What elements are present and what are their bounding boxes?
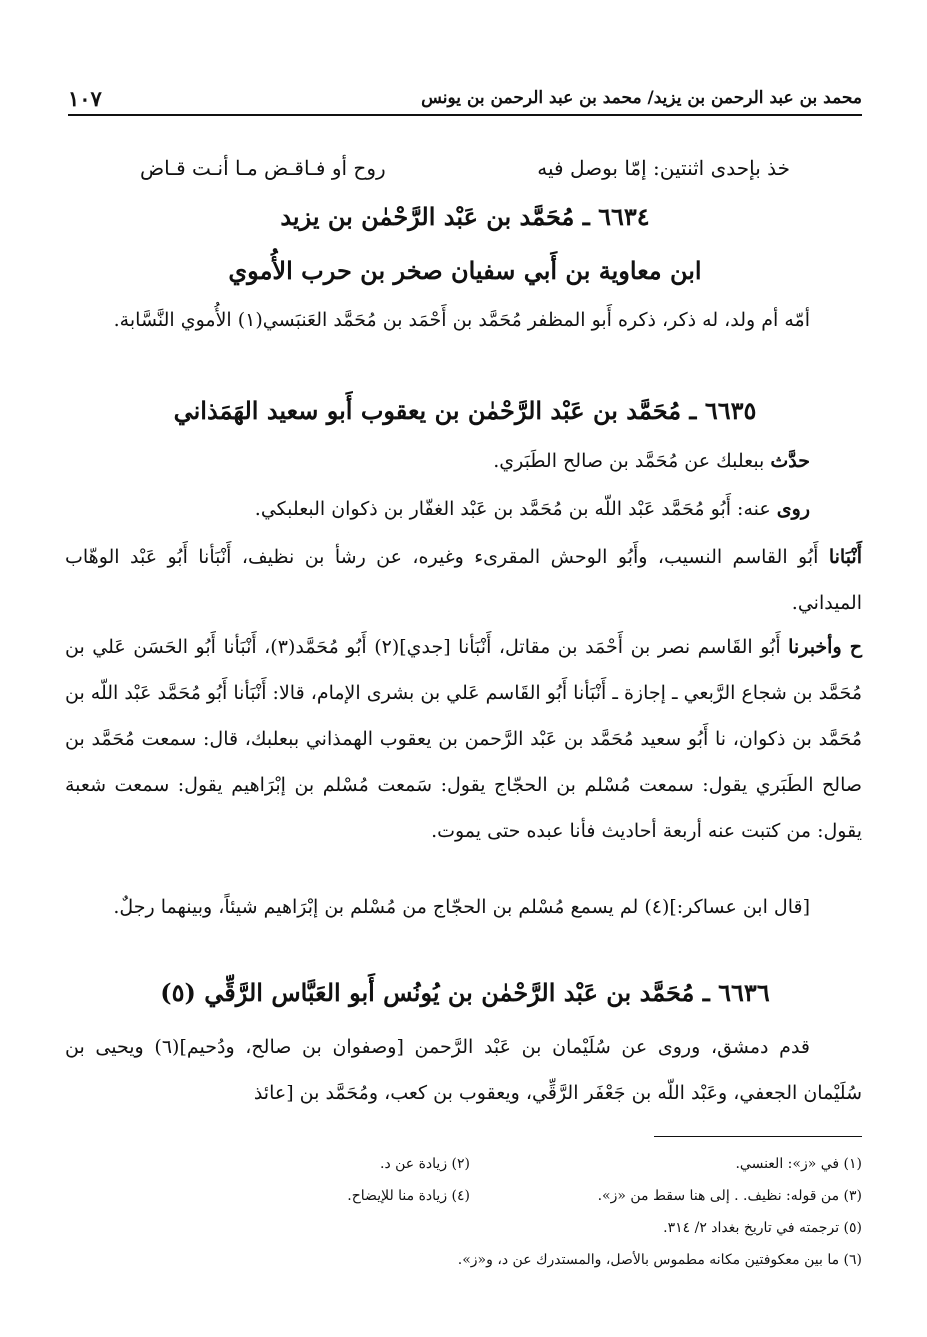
paragraph-lead-word: حدَّث xyxy=(770,450,810,472)
page-header xyxy=(68,86,862,116)
paragraph-lead-word: روى xyxy=(776,498,810,520)
running-title: محمد بن عبد الرحمن بن يزيد/ محمد بن عبد الرحمن بن يونس xyxy=(421,88,862,108)
verse-hemistich-first: خذ بإحدى اثنتين: إمّا بوصل فيه xyxy=(537,156,790,180)
footnote-3: (٣) من قوله: نظيف. . إلى هنا سقط من «ز». xyxy=(597,1188,862,1204)
page-number: ١٠٧ xyxy=(68,86,102,111)
footnote-6: (٦) ما بين معكوفتين مكانه مطموس بالأصل، والمستدرك عن د، و«ز». xyxy=(457,1252,862,1268)
paragraph-text: عنه: أَبُو مُحَمَّد عَبْد اللّه بن مُحَمَّد بن عَبْد الغفّار بن ذكوان البعلبكي. xyxy=(254,498,777,520)
footnote-1: (١) في «ز»: العنسي. xyxy=(735,1156,862,1172)
paragraph-ibn-asakir: [قال ابن عساكر:](٤) لم يسمع مُسْلم بن الحجّاج من مُسْلم بن إبْرَاهيم شيئاً، وبينهما رجلٌ. xyxy=(113,896,810,918)
verse-hemistich-second: روح أو فـاقـض مـا أنـت قـاض xyxy=(140,156,386,180)
footnote-4: (٤) زيادة منا للإيضاح. xyxy=(347,1188,470,1204)
paragraph-text: أَبُو القاسم النسيب، وأَبُو الوحش المقرىء وغيره، عن رشأ بن نظيف، أَنْبَأنا أَبُو عَبْد الوهّاب الميداني. xyxy=(65,546,862,614)
paragraph-akhbarana xyxy=(65,624,862,854)
paragraph-text: ببعلبك عن مُحَمَّد بن صالح الطَبَري. xyxy=(493,450,771,472)
paragraph-text: أَبُو القَاسم نصر بن أَحْمَد بن مقاتل، أَنْبَأنا [جدي](٢) أَبُو مُحَمَّد(٣)، أَنْبَأنا أَبُو الحَسَن عَلي بن مُحَمَّد بن شجاع الرَّبعي ـ إجازة ـ أَنْبَأنا أَبُو القَاسم عَلي بن بشرى الإمام، قالا: أَنْبَأنا أَبُو مُحَمَّد عَبْد اللّه بن مُحَمَّد بن ذكوان، نا أَبُو سعيد مُحَمَّد بن عَبْد الرَّحمن بن يعقوب الهمذاني ببعلبك، قال: سمعت مُحَمَّد بن صالح الطَبَري يقول: سمعت مُسْلم بن الحجّاج يقول: سَمعت مُسْلم بن إبْرَاهيم يقول: سمعت شعبة يقول: من كتبت عنه أربعة أحاديث فأنا عبده حتى يموت. xyxy=(65,636,862,842)
entry-title-6636: ٦٦٣٦ ـ مُحَمَّد بن عَبْد الرَّحْمٰن بن يُونُس أَبو العَبَّاس الرَّقِّي (٥) xyxy=(160,978,770,1007)
paragraph-lead-word: أَنْبَانا xyxy=(828,546,862,568)
entry-lineage-6634: ابن معاوية بن أَبي سفيان صخر بن حرب الأُموي xyxy=(228,256,702,285)
paragraph-mother: أمّه أم ولد، له ذكر، ذكره أَبو المظفر مُحَمَّد بن أَحْمَد بن مُحَمَّد العَنبَسي(١) الأُموي النَّسَّابة. xyxy=(113,309,810,331)
paragraph-lead-word: ح وأخبرنا xyxy=(788,636,863,658)
footnote-5: (٥) ترجمته في تاريخ بغداد ٢/ ٣١٤. xyxy=(663,1220,862,1236)
paragraph-anbana xyxy=(65,534,862,626)
entry-title-6635: ٦٦٣٥ ـ مُحَمَّد بن عَبْد الرَّحْمٰن بن يعقوب أَبو سعيد الهَمَذاني xyxy=(173,396,757,425)
poetry-verse xyxy=(140,156,790,180)
footnote-divider xyxy=(654,1136,862,1137)
paragraph-qadima: قدم دمشق، وروى عن سُلَيْمان بن عَبْد الرَّحمن [وصفوان بن صالح، ودُحيم](٦) ويحيى بن سُلَيْمان الجعفي، وعَبْد اللّه بن جَعْفَر الرَّقِّي، ويعقوب بن كعب، ومُحَمَّد بن [عائذ xyxy=(65,1036,862,1104)
entry-title-6634: ٦٦٣٤ ـ مُحَمَّد بن عَبْد الرَّحْمٰن بن يزيد xyxy=(280,202,650,231)
paragraph-rawa xyxy=(65,486,862,532)
footnote-2: (٢) زيادة عن د. xyxy=(380,1156,470,1172)
paragraph-haddatha xyxy=(65,438,862,484)
